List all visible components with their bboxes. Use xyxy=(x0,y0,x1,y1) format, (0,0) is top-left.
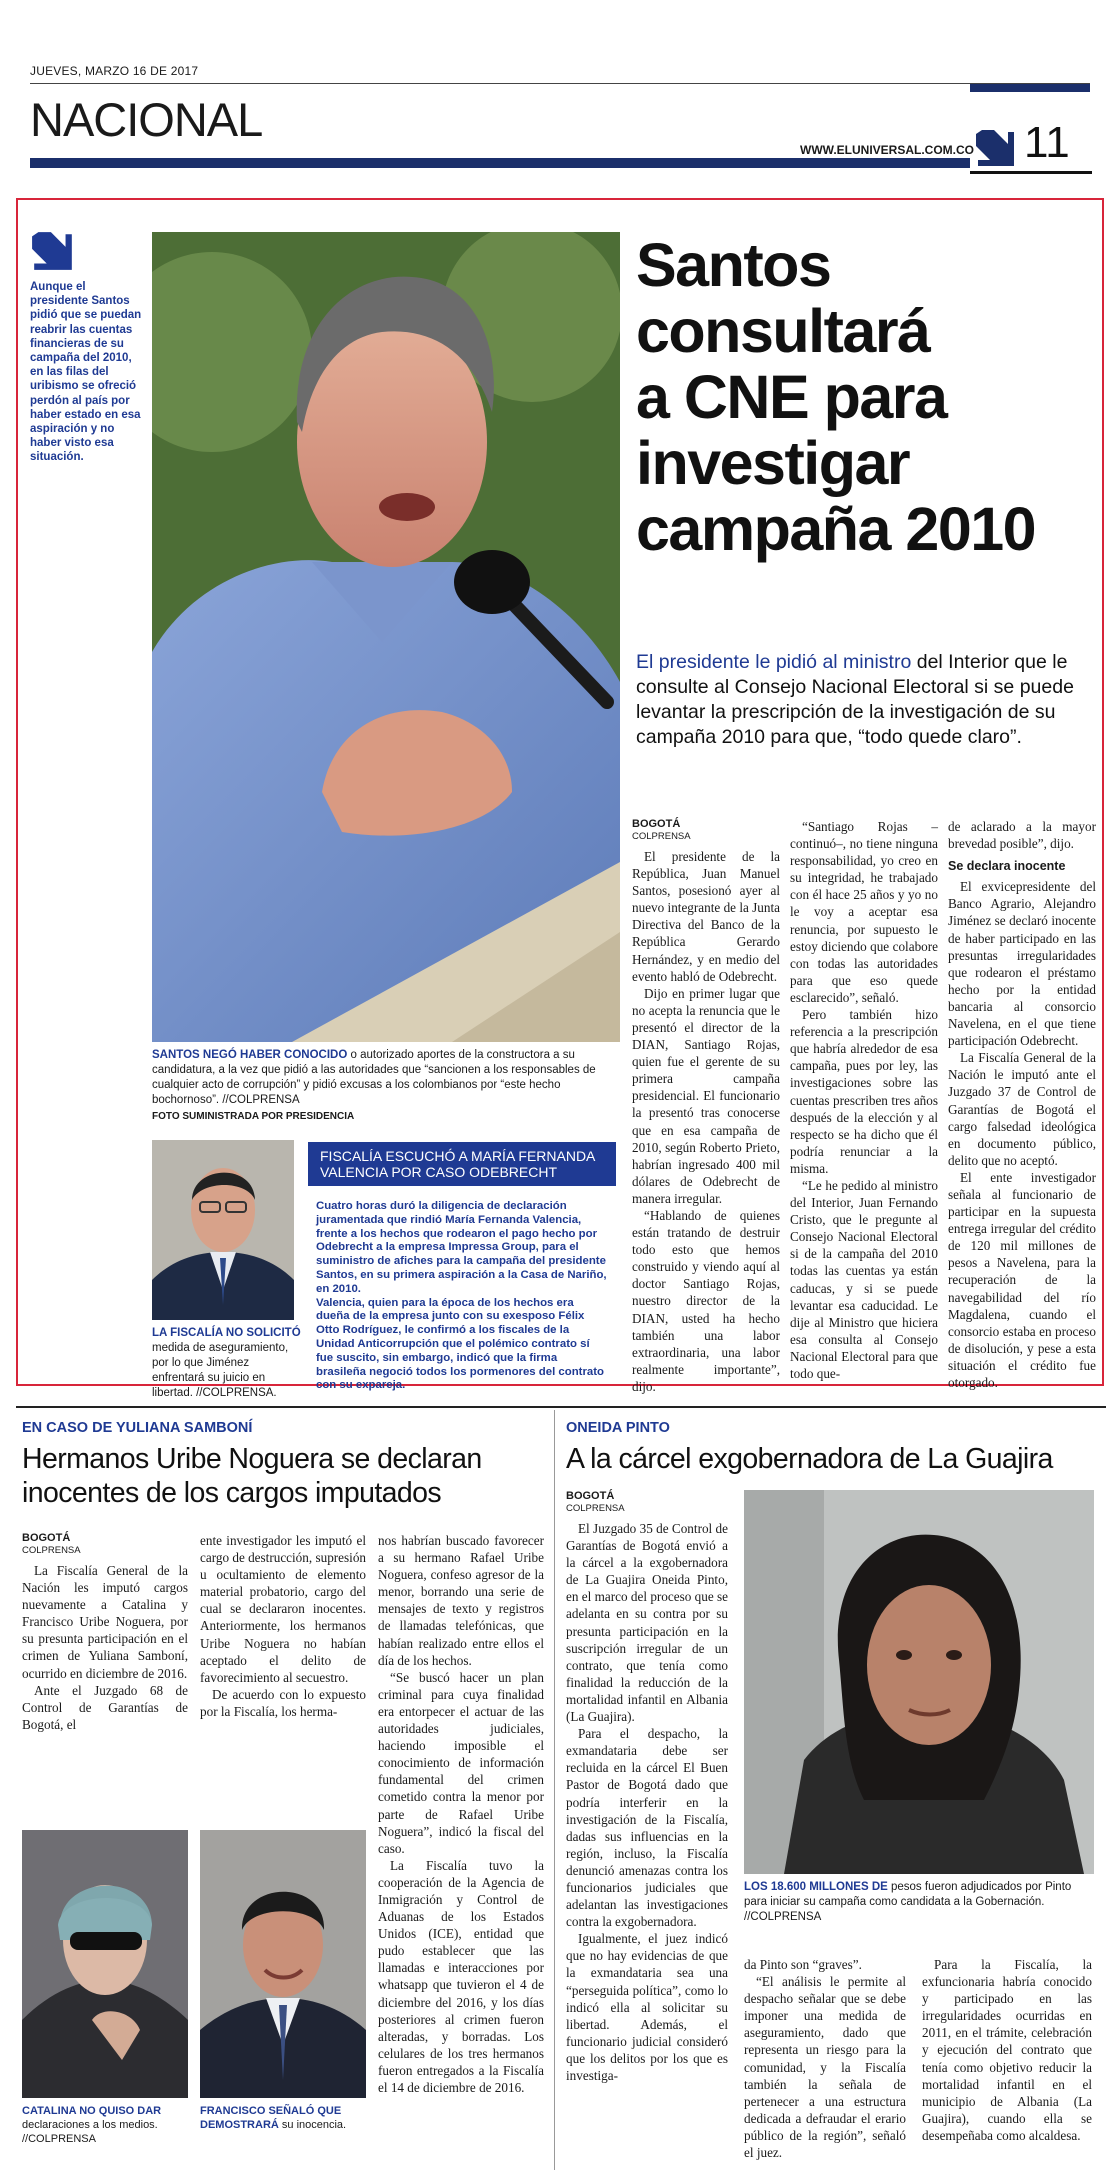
paragraph: De acuerdo con lo expuesto por la Fiscalía, los herma- xyxy=(200,1686,366,1719)
story-divider xyxy=(554,1410,555,2170)
headline-line: investigar xyxy=(636,429,910,497)
main-photo-caption xyxy=(152,1048,620,1124)
page-number: 11 xyxy=(1024,118,1070,167)
main-deck xyxy=(636,650,1094,750)
main-headline xyxy=(636,232,1106,562)
article-subhead: Se declara inocente xyxy=(948,859,1066,874)
paragraph: La Fiscalía General de la Nación le imputó ante el Juzgado 37 de Control de Garantías de Bogotá el cargo falsedad ideológica en documento público, delito que no aceptó. xyxy=(948,1050,1096,1168)
caption-text: pesos fueron adjudicados por Pinto para iniciar su campaña como candidata a la Gobernación. //COLPRENSA xyxy=(744,1881,1072,1923)
section-title: NACIONAL xyxy=(30,93,263,146)
right-story-headline: A la cárcel exgobernadora de La Guajira xyxy=(566,1443,1053,1475)
header-top-bar xyxy=(970,84,1090,92)
paragraph: El ente investigador señala al funcionario de participar en la supuesta entrega irregular del crédito de 120 mil millones de pesos a Navelena, para la recuperación de la navegabilidad del río Magdalena, cuando el consorcio estaba en proceso de disolución, y pese a esta situación el crédito fue otorgado. xyxy=(948,1169,1096,1390)
santos-photo xyxy=(152,232,620,1042)
right-story-col-3 xyxy=(922,1956,1092,2144)
right-story-col-2 xyxy=(744,1956,906,2161)
paragraph: La Fiscalía tuvo la cooperación de la Agencia de Inmigración y Control de Aduanas de los Estados Unidos (ICE), entidad que pudo establecer que las llamadas e interacciones por whatsapp que tuvieron el 4 de diciembre del 2016, y los días posteriores al crimen fueron alteradas, y borradas. Los celulares de los tres hermanos fueron entregados a la Fiscalía el 14 de diciembre de 2016. xyxy=(378,1857,544,2095)
article-dateline: BOGOTÁ xyxy=(566,1490,615,1502)
headline-line: a CNE para xyxy=(636,363,947,431)
left-story-col-2 xyxy=(200,1532,366,1720)
website-url: WWW.ELUNIVERSAL.COM.CO xyxy=(800,143,974,157)
paragraph: ente investigador les imputó el cargo de destrucción, supresión u ocultamiento de elemento material probatorio, cargo del cual se declararon inocentes. Anteriormente, los hermanos Uribe Noguera no habían aceptado el delito de favorecimiento al secuestro. xyxy=(200,1533,367,1685)
caption-text: su inocencia. xyxy=(278,2119,347,2131)
caption-text: o autorizado aportes de la constructora a su candidatura, a la vez que pidió a las autoridades que “sancionen a los responsables de cualquier acto de corrupción” y pidió excusas a los colombianos por “este hecho bochornoso”. //COLPRENSA xyxy=(152,1049,596,1106)
right-story-col-1 xyxy=(566,1490,728,2084)
paragraph: “Santiago Rojas –continuó–, no tiene ninguna responsabilidad, yo creo en su integridad, he trabajado con él hace 25 años y yo no le voy a aceptar esa renuncia, por supuesto le estoy diciendo que colabore con todas las autoridades para que eso quede esclarecido”, señaló. xyxy=(790,819,938,1005)
deck-text: del Interior que le consulte al Consejo Nacional Electoral si se puede levantar la prescripción de la investigación de su campaña 2010 para que, “todo quede claro”. xyxy=(636,651,1074,748)
paragraph: Igualmente, el juez indicó que no hay evidencias de que la exmandataria sea una “perseguida política”, como lo indicó ella al solicitar su libertad. Además, el funcionario judicial consideró que los delitos por los que es investiga- xyxy=(566,1931,728,2083)
caption-text: medida de aseguramiento, por lo que Jiménez enfrentará su juicio en libertad. //COLPRENSA. xyxy=(152,1342,289,1399)
arrow-icon xyxy=(30,228,76,274)
deck-highlight: El presidente le pidió al ministro xyxy=(636,651,912,673)
caption-lead: FRANCISCO SEÑALÓ QUE DEMOSTRARÁ xyxy=(200,2105,342,2131)
paragraph: El Juzgado 35 de Control de Garantías de Bogotá envió a la cárcel a la exgobernadora de La Guajira Oneida Pinto, en el marco del proceso que se adelanta en su contra por su presunta participación en la suscripción irregular de un contrato, que tenía como finalidad la reducción de la mortalidad infantil en Albania (La Guajira). xyxy=(566,1521,728,1725)
caption-lead: LOS 18.600 MILLONES DE xyxy=(744,1881,888,1893)
jimenez-caption xyxy=(152,1326,302,1401)
main-article-col-3 xyxy=(948,818,1096,1391)
paragraph: “El análisis le permite al despacho señalar que se debe imponer una medida de aseguramiento, dado que representa un riesgo para la comunidad, y la Fiscalía también la señala de pertenecer a una estructura dedicada a defraudar el erario público de la región”, señaló el juez. xyxy=(744,1974,906,2161)
paragraph: “Le he pedido al ministro del Interior, Juan Fernando Cristo, que le pregunte al Consejo Nacional Electoral si de la campaña del 2010 todas las cuentas ya están caducas, y si se puede levantar esa caducidad. Le dije al Ministro que hiciera esa consulta al Consejo Nacional Electoral para que todo que- xyxy=(790,1177,938,1381)
paragraph: Dijo en primer lugar que no acepta la renuncia que le presentó el director de la DIAN, Santiago Rojas, quien fue el gerente de su primera campaña presidencial. El funcionario la presentó tras conocerse que en esa campaña de 2010, según Roberto Prieto, habrían ingresado 400 mil dólares de Odebrecht de manera irregular. xyxy=(632,985,780,1206)
headline-line: campaña 2010 xyxy=(636,495,1036,563)
left-story-headline: Hermanos Uribe Noguera se declaran inocentes de los cargos imputados xyxy=(22,1443,482,1509)
left-story-col-3 xyxy=(378,1532,544,2096)
francisco-photo xyxy=(200,1830,366,2098)
header-bottom-bar xyxy=(30,158,970,168)
main-article-col-2 xyxy=(790,818,938,1382)
main-article-col-1 xyxy=(632,818,780,1395)
paragraph: “Se buscó hacer un plan criminal para cuya finalidad era entorpecer el actuar de las autoridades judiciales, haciendo imposible el conocimiento de información fundamental del crimen cometido contra la menor por parte de Rafael Uribe Noguera”, indicó la fiscal del caso. xyxy=(378,1669,544,1856)
paragraph: Para la Fiscalía, la exfuncionaria habría conocido y participado en las irregularidades ocurridas en 2011, en el trámite, celebración y ejecución del contrato que tenía como objetivo reducir la mortalidad infantil en el municipio de Albania (La Guajira), cuando ella se desempeñaba como alcaldesa. xyxy=(922,1957,1092,2143)
francisco-caption xyxy=(200,2104,370,2132)
page-number-box xyxy=(970,118,1092,174)
caption-lead: LA FISCALÍA NO SOLICITÓ xyxy=(152,1327,301,1339)
catalina-photo xyxy=(22,1830,188,2098)
paragraph: de aclarado a la mayor brevedad posible”, dijo. xyxy=(948,819,1096,852)
catalina-caption xyxy=(22,2104,192,2146)
oneida-pinto-photo xyxy=(744,1490,1094,1874)
caption-text: declaraciones a los medios. //COLPRENSA xyxy=(22,2119,158,2145)
jimenez-photo xyxy=(152,1140,294,1320)
article-agency: COLPRENSA xyxy=(632,831,691,842)
article-agency: COLPRENSA xyxy=(22,1545,81,1556)
header-top-rule xyxy=(30,83,1090,84)
paragraph: El exvicepresidente del Banco Agrario, Alejandro Jiménez se declaró inocente de haber participado en las presuntas irregularidades que rodearon el préstamo hecho por la entidad bancaria al consorcio Navelena, en el que tiene participación Odebrecht. xyxy=(948,879,1096,1049)
paragraph: “Hablando de quienes están tratando de destruir todo esto que hemos construido y viendo aquí al doctor Santiago Rojas, nuestro director de la DIAN, usted ha hecho también una labor extraordinaria, una labor realmente importante”, dijo. xyxy=(632,1207,780,1394)
paragraph: da Pinto son “graves”. xyxy=(744,1957,862,1972)
issue-date: JUEVES, MARZO 16 DE 2017 xyxy=(30,64,199,78)
paragraph: Pero también hizo referencia a la prescripción que habría alrededor de esa campaña, pues por ley, las investigaciones sobre las cuentas prescriben tres años después de la elección y al respecto se ha dicho que él podría renunciar a la misma. xyxy=(790,1007,938,1176)
sidebar-box-title: FISCALÍA ESCUCHÓ A MARÍA FERNANDA VALENCIA POR CASO ODEBRECHT xyxy=(308,1142,616,1186)
article-agency: COLPRENSA xyxy=(566,1503,625,1514)
headline-line: consultará xyxy=(636,297,930,365)
section-divider xyxy=(16,1406,1106,1408)
photo-credit: FOTO SUMINISTRADA POR PRESIDENCIA xyxy=(152,1111,355,1122)
left-story-kicker: EN CASO DE YULIANA SAMBONÍ xyxy=(22,1420,253,1436)
article-dateline: BOGOTÁ xyxy=(22,1532,71,1544)
arrow-icon xyxy=(974,126,1018,170)
paragraph: Cuatro horas duró la diligencia de declaración juramentada que rindió María Fernanda Valencia, frente a los hechos que rodearon el pago hecho por Odebrecht a la empresa Impressa Group, para el suministro de afiches para la campaña del presidente Santos, en su primera aspiración a la Casa de Nariño, en 2010. xyxy=(316,1200,607,1295)
paragraph: Para el despacho, la exmandataria debe ser recluida en la cárcel El Buen Pastor de Bogotá dado que podría interferir en la investigación de la Fiscalía, dadas sus influencias en la región, incluso, la Fiscalía denunció amenazas contra los funcionarios judiciales que adelantan las investigaciones contra la exgobernadora. xyxy=(566,1726,728,1930)
paragraph: Valencia, quien para la época de los hechos era dueña de la empresa junto con su exesposo Félix Otto Rodríguez, le confirmó a los fiscales de la Unidad Anticorrupción que el polémico contrato sí fue suscito, sin embargo, indicó que la firma brasileña negoció todos los pormenores del contrato con su expareja. xyxy=(316,1296,604,1392)
oneida-caption xyxy=(744,1880,1094,1925)
right-story-kicker: ONEIDA PINTO xyxy=(566,1420,670,1436)
sidebar-box-body xyxy=(308,1196,616,1397)
left-story-col-1 xyxy=(22,1532,188,1733)
paragraph: La Fiscalía General de la Nación les imputó cargos nuevamente a Catalina y Francisco Uribe Noguera, por su presunta participación en el crimen de Yuliana Samboní, ocurrido en diciembre de 2016. xyxy=(22,1563,188,1681)
paragraph: El presidente de la República, Juan Manuel Santos, posesionó ayer al nuevo integrante de la Junta Directiva del Banco de la República Gerardo Hernández, y en medio del evento habló de Odebrecht. xyxy=(632,849,780,984)
sidebar-blurb: Aunque el presidente Santos pidió que se puedan reabrir las cuentas financieras de su campaña del 2010, en las filas del uribismo se ofreció perdón al país por haber estado en esa aspiración y no haber visto esa situación. xyxy=(30,281,142,464)
caption-lead: SANTOS NEGÓ HABER CONOCIDO xyxy=(152,1049,348,1061)
headline-line: Santos xyxy=(636,231,831,299)
caption-lead: CATALINA NO QUISO DAR xyxy=(22,2105,162,2117)
article-dateline: BOGOTÁ xyxy=(632,818,681,830)
paragraph: nos habrían buscado favorecer a su hermano Rafael Uribe Noguera, confeso agresor de la menor, borrando una serie de mensajes de texto y registros de llamadas telefónicas, que habían realizado entre ellos el día de los hechos. xyxy=(378,1533,544,1668)
paragraph: Ante el Juzgado 68 de Control de Garantías de Bogotá, el xyxy=(22,1682,188,1732)
